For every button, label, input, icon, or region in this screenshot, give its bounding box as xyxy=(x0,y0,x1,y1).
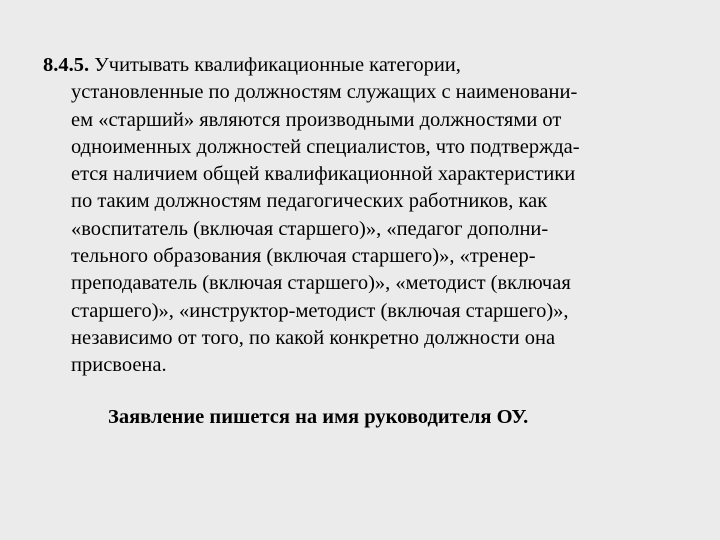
paragraph-line-3: ем «старший» являются производными должностями от xyxy=(71,108,562,131)
paragraph-line-9: преподаватель (включая старшего)», «методист (включая xyxy=(71,272,571,295)
paragraph-line-12: присвоена. xyxy=(71,354,167,377)
paragraph-line-1 xyxy=(0,52,720,79)
paragraph-line-6: по таким должностям педагогических работников, как xyxy=(71,190,548,213)
first-line-text: Учитывать квалификационные категории, xyxy=(94,54,461,76)
paragraph-line-11: независимо от того, по какой конкретно должности она xyxy=(71,326,556,349)
closing-statement: Заявление пишется на имя руководителя ОУ. xyxy=(108,406,529,428)
paragraph-line-2: установленные по должностям служащих с наименовани- xyxy=(71,81,578,104)
clause-number: 8.4.5. xyxy=(43,54,90,76)
paragraph-line-10: старшего)», «инструктор-методист (включая старшего)», xyxy=(71,299,569,322)
paragraph-line-8: тельного образования (включая старшего)», «тренер- xyxy=(71,245,536,268)
clause-paragraph xyxy=(0,52,720,380)
paragraph-line-7: «воспитатель (включая старшего)», «педагог дополни- xyxy=(71,217,549,240)
paragraph-line-5: ется наличием общей квалификационной характеристики xyxy=(71,163,576,186)
paragraph-line-4: одноименных должностей специалистов, что подтвержда- xyxy=(71,135,580,158)
